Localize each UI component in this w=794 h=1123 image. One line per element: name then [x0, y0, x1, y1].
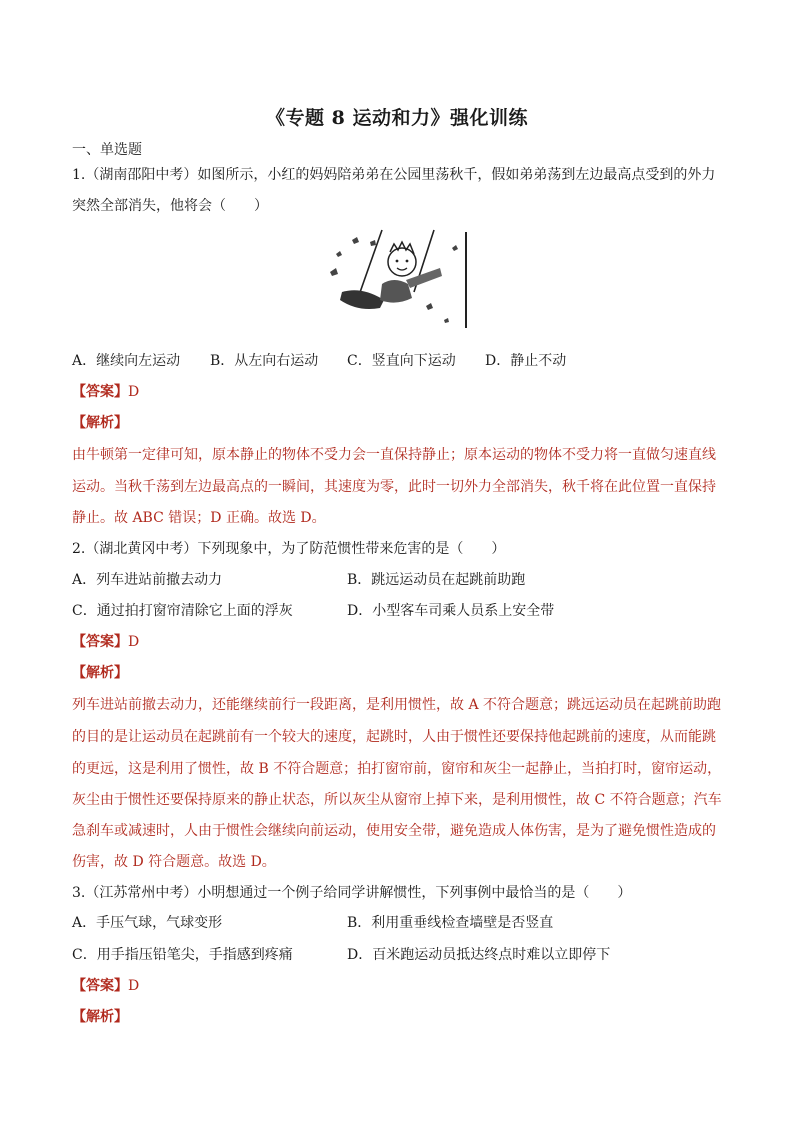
answer-label: 【答案】 [72, 634, 128, 650]
q3-option-a: A．手压气球，气球变形 [72, 915, 223, 931]
q1-stem-line-1: 1.（湖南邵阳中考）如图所示，小红的妈妈陪弟弟在公园里荡秋千，假如弟弟荡到左边最高点受到的外力 [72, 167, 716, 183]
answer-value: D [128, 634, 140, 650]
q1-option-d: D．静止不动 [485, 353, 567, 369]
page-title: 《专题 8 运动和力》强化训练 [266, 107, 528, 129]
q2-analysis-label: 【解析】 [72, 665, 128, 681]
q1-analysis-line-2: 运动。当秋千荡到左边最高点的一瞬间，其速度为零，此时一切外力全部消失，秋千将在此位置一直保持 [72, 479, 716, 495]
q3-analysis-label: 【解析】 [72, 1009, 128, 1025]
q2-analysis-line-3: 的更远，这是利用了惯性，故 B 不符合题意；拍打窗帘前，窗帘和灰尘一起静止，当拍打时，窗帘运动， [72, 761, 722, 777]
q3-stem: 3.（江苏常州中考）小明想通过一个例子给同学讲解惯性，下列事例中最恰当的是（ ） [72, 885, 632, 901]
q3-option-c: C．用手指压铅笔尖，手指感到疼痛 [72, 947, 293, 963]
answer-value: D [128, 384, 140, 400]
q2-answer [72, 633, 724, 651]
section-heading: 一、单选题 [72, 142, 142, 158]
q2-analysis-line-1: 列车进站前撤去动力，还能继续前行一段距离，是利用惯性，故 A 不符合题意；跳远运动员在起跳前助跑 [72, 697, 722, 713]
q2-analysis-line-5: 急刹车或减速时，人由于惯性会继续向前运动，使用安全带，避免造成人体伤害，是为了避免惯性造成的 [72, 823, 716, 839]
q2-analysis-line-4: 灰尘由于惯性还要保持原来的静止状态，所以灰尘从窗帘上掉下来，是利用惯性，故 C 不符合题意；汽车 [72, 792, 722, 808]
q1-option-a: A．继续向左运动 [72, 353, 181, 369]
q1-analysis-label: 【解析】 [72, 415, 128, 431]
answer-label: 【答案】 [72, 384, 128, 400]
q3-answer [72, 977, 724, 995]
q1-analysis-line-1: 由牛顿第一定律可知，原本静止的物体不受力会一直保持静止；原本运动的物体不受力将一直做匀速直线 [72, 447, 716, 463]
q3-option-d: D．百米跑运动员抵达终点时难以立即停下 [347, 947, 611, 963]
q2-option-b: B．跳远运动员在起跳前助跑 [347, 572, 526, 588]
q2-option-c: C．通过拍打窗帘清除它上面的浮灰 [72, 603, 293, 619]
q3-option-b: B．利用重垂线检查墙壁是否竖直 [347, 915, 554, 931]
q2-option-d: D．小型客车司乘人员系上安全带 [347, 603, 555, 619]
answer-label: 【答案】 [72, 978, 128, 994]
swing-illustration [322, 228, 470, 332]
q1-option-b: B．从左向右运动 [210, 353, 319, 369]
q1-analysis-line-3: 静止。故 ABC 错误；D 正确。故选 D。 [72, 510, 326, 526]
q2-stem: 2.（湖北黄冈中考）下列现象中，为了防范惯性带来危害的是（ ） [72, 541, 506, 557]
q2-option-a: A．列车进站前撤去动力 [72, 572, 223, 588]
q2-analysis-line-2: 的目的是让运动员在起跳前有一个较大的速度，起跳时，人由于惯性还要保持他起跳前的速度，从而能跳 [72, 729, 716, 745]
q1-option-c: C．竖直向下运动 [347, 353, 456, 369]
answer-value: D [128, 978, 140, 994]
q2-analysis-line-6: 伤害，故 D 符合题意。故选 D。 [72, 854, 276, 870]
q1-stem-line-2: 突然全部消失，他将会（ ） [72, 198, 268, 214]
swing-drawing [322, 228, 470, 332]
q1-answer [72, 383, 724, 401]
